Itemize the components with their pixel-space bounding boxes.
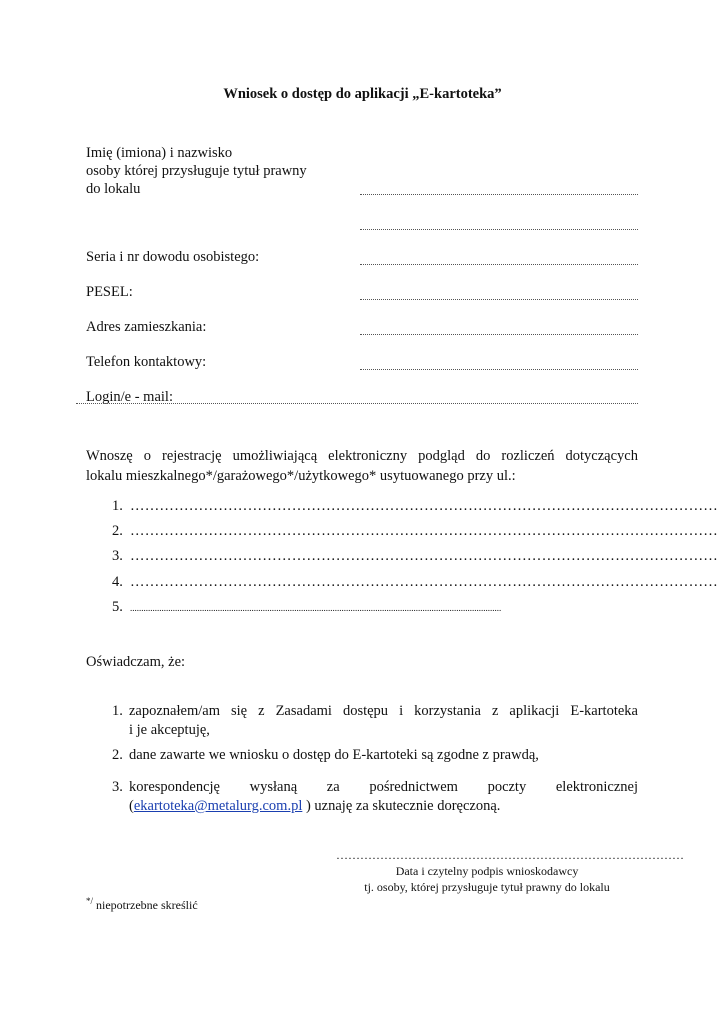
declaration-item-2-text: dane zawarte we wniosku o dostęp do E-kartoteki są zgodne z prawdą, — [129, 747, 539, 763]
address-item-number: 3. — [112, 548, 123, 564]
name-label-line1: Imię (imiona) i nazwisko — [86, 145, 233, 161]
login-label: Login/e - mail: — [86, 389, 173, 405]
declaration-item-3 — [112, 778, 638, 816]
id-card-field-line[interactable] — [360, 264, 638, 265]
signature-caption-line2: tj. osoby, której przysługuje tytuł prawny do lokalu — [364, 880, 610, 894]
name-field-line-2[interactable] — [360, 229, 638, 230]
address-item-dots: ..................................................................................................................................................................... — [130, 603, 502, 613]
address-item-2[interactable] — [112, 522, 718, 540]
paren-open: ( — [129, 798, 134, 814]
declaration-item-1-line1: zapoznałem/am się z Zasadami dostępu i korzystania z aplikacji E-kartoteka — [129, 703, 638, 719]
name-field-line-1[interactable] — [360, 194, 638, 195]
declaration-item-3-line1: korespondencję wysłaną za pośrednictwem poczty elektronicznej — [129, 779, 638, 795]
request-paragraph — [86, 446, 638, 486]
address-label: Adres zamieszkania: — [86, 319, 207, 335]
name-label-line2: osoby której przysługuje tytuł prawny — [86, 163, 307, 179]
footnote-text: niepotrzebne skreślić — [93, 898, 198, 912]
address-item-5[interactable] — [112, 598, 501, 617]
declaration-item-3-line2 — [129, 797, 638, 816]
address-field-line[interactable] — [360, 334, 638, 335]
declaration-heading: Oświadczam, że: — [86, 654, 186, 670]
address-item-dots: ………………………………………………………………………………………………………… — [130, 574, 718, 590]
declaration-item-2 — [112, 746, 638, 765]
request-text-line2: lokalu mieszkalnego*/garażowego*/użytkowego* usytuowanego przy ul.: — [86, 468, 516, 484]
address-item-3[interactable] — [112, 547, 718, 565]
address-item-dots: ………………………………………………………………………………………………………… — [130, 548, 718, 564]
page-title: Wniosek o dostęp do aplikacji „E-kartoteka” — [223, 86, 502, 102]
address-item-dots: ………………………………………………………………………………………………………… — [130, 498, 718, 514]
name-label-line3: do lokalu — [86, 181, 141, 197]
address-item-number: 2. — [112, 523, 123, 539]
email-link[interactable]: ekartoteka@metalurg.com.pl — [133, 798, 303, 814]
footnote — [86, 893, 198, 913]
address-item-number: 1. — [112, 498, 123, 514]
address-item-4[interactable] — [112, 573, 718, 591]
signature-line[interactable]: …………………………………………………………………………… — [336, 848, 684, 862]
address-item-1[interactable] — [112, 497, 718, 515]
login-field-line[interactable] — [76, 403, 638, 404]
phone-label: Telefon kontaktowy: — [86, 354, 207, 370]
declaration-item-number: 1. — [112, 703, 123, 719]
pesel-label: PESEL: — [86, 284, 133, 300]
declaration-item-3-rest: ) uznaję za skutecznie doręczoną. — [302, 798, 501, 814]
declaration-item-1 — [112, 702, 638, 740]
id-card-label: Seria i nr dowodu osobistego: — [86, 249, 260, 265]
phone-field-line[interactable] — [360, 369, 638, 370]
declaration-item-number: 3. — [112, 779, 123, 795]
name-label — [86, 144, 307, 198]
pesel-field-line[interactable] — [360, 299, 638, 300]
address-item-number: 4. — [112, 574, 123, 590]
request-text-line1: Wnoszę o rejestrację umożliwiającą elektroniczny podgląd do rozliczeń dotyczących — [86, 448, 638, 464]
signature-caption — [336, 863, 638, 895]
signature-caption-line1: Data i czytelny podpis wnioskodawcy — [395, 864, 579, 878]
footnote-mark: */ — [86, 896, 94, 906]
declaration-item-1-line2: i je akceptuję, — [129, 722, 210, 738]
address-item-dots: ………………………………………………………………………………………………………… — [130, 523, 718, 539]
declaration-item-number: 2. — [112, 747, 123, 763]
address-item-number: 5. — [112, 599, 123, 615]
